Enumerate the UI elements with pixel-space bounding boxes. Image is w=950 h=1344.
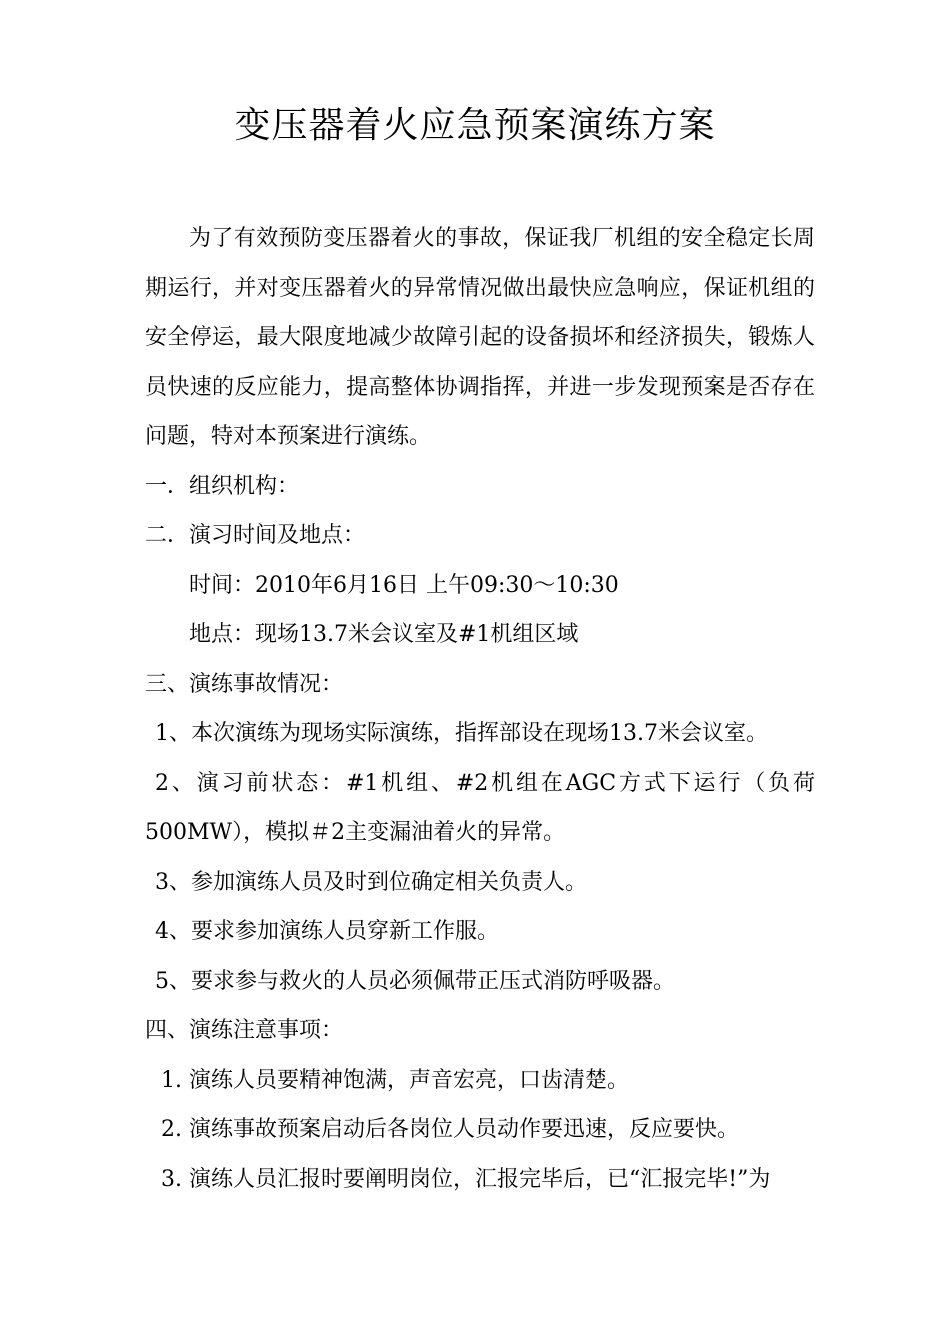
list-item: 1. 演练人员要精神饱满，声音宏亮，口齿清楚。: [161, 1067, 629, 1093]
place-line: 地点：现场13.7米会议室及#1机组区域: [189, 622, 579, 647]
intro-paragraph: 为了有效预防变压器着火的事故，保证我厂机组的安全稳定长周期运行，并对变压器着火的异常情况做出最快应急响应，保证机组的安全停运，最大限度地减少故障引起的设备损坏和经济损失，锻炼人员快速的反应能力，提高整体协调指挥，并进一步发现预案是否存在问题，特对本预案进行演练。: [145, 226, 815, 449]
list-item: 3. 演练人员汇报时要阐明岗位，汇报完毕后，已“汇报完毕!”为: [161, 1166, 771, 1192]
list-item-text: 2、演习前状态：#1机组、#2机组在AGC方式下运行（负荷500MW），模拟＃2主变漏油着火的异常。: [145, 770, 815, 845]
list-item: [145, 759, 815, 858]
list-item: 3、参加演练人员及时到位确定相关负责人。: [155, 869, 587, 895]
time-line: 时间：2010年6月16日 上午09:30～10:30: [189, 572, 619, 598]
section-organization-heading: 一．组织机构：: [145, 473, 300, 499]
list-item: 1、本次演练为现场实际演练，指挥部设在现场13.7米会议室。: [155, 721, 768, 746]
section-drill-situation-heading: 三、演练事故情况：: [145, 671, 344, 697]
list-item: 4、要求参加演练人员穿新工作服。: [155, 919, 499, 944]
document-title: 变压器着火应急预案演练方案: [234, 105, 716, 146]
section-notes-heading: 四、演练注意事项：: [145, 1018, 344, 1043]
list-item: 5、要求参与救火的人员必须佩带正压式消防呼吸器。: [155, 968, 675, 994]
document-body: [145, 214, 815, 1204]
section-time-place-heading: 二．演习时间及地点：: [145, 523, 366, 548]
list-item: 2. 演练事故预案启动后各岗位人员动作要迅速，反应要快。: [161, 1117, 739, 1142]
